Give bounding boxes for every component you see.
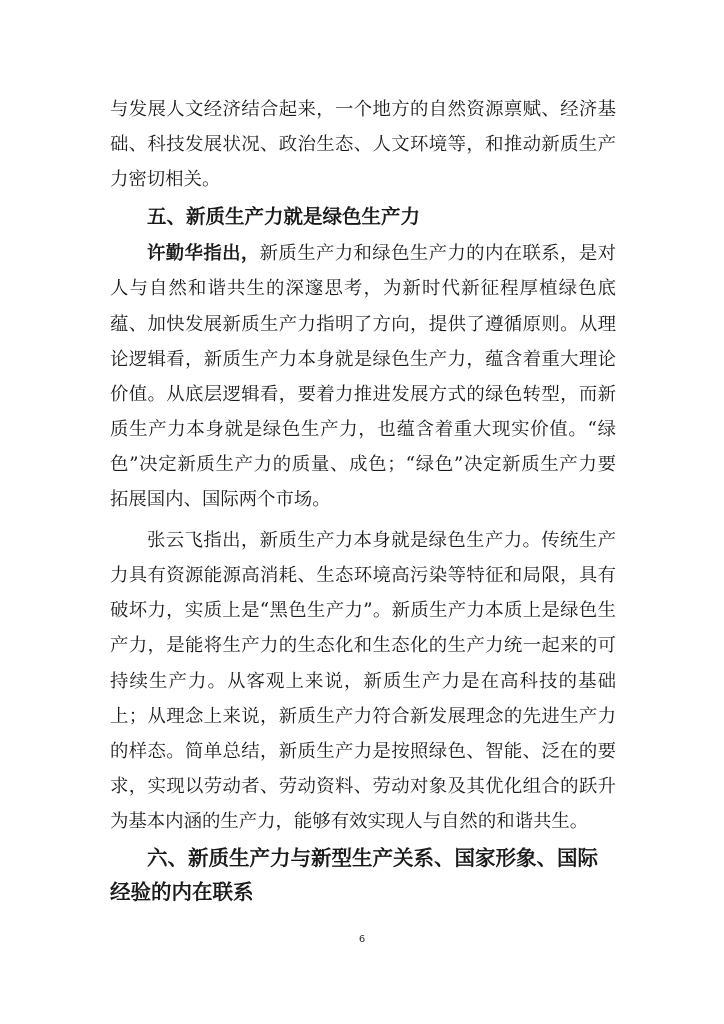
page-number: 6: [358, 934, 366, 945]
section-6-heading: 六、新质生产力与新型生产关系、国家形象、国际经验的内在联系: [110, 845, 598, 904]
paragraph-body: 新质生产力和绿色生产力的内在联系，是对人与自然和谐共生的深邃思考，为新时代新征程厚植绿色底蕴、加快发展新质生产力指明了方向，提供了遵循原则。从理论逻辑看，新质生产力本身就是绿色生产力，蕴含着重大理论价值。从底层逻辑看，要着力推进发展方式的绿色转型，而新质生产力本身就是绿色生产力，也蕴含着重大现实价值。“绿色”决定新质生产力的质量、成色；“绿色”决定新质生产力要拓展国内、国际两个市场。: [110, 243, 616, 511]
section-5-paragraph-1: [110, 236, 616, 517]
continued-paragraph: 与发展人文经济结合起来，一个地方的自然资源禀赋、经济基础、科技发展状况、政治生态、人文环境等，和推动新质生产力密切相关。: [110, 99, 616, 191]
section-5-heading: 五、新质生产力就是绿色生产力: [147, 205, 421, 229]
section-5-paragraph-2: [110, 523, 616, 839]
author-name-xu-qinhua: 许勤华指出，: [147, 243, 260, 265]
document-page: [110, 92, 616, 909]
paragraph-body: 指出，新质生产力本身就是绿色生产力。传统生产力具有资源能源高消耗、生态环境高污染等特征和局限，具有破坏力，实质上是“黑色生产力”。新质生产力本质上是绿色生产力，是能将生产力的生态化和生态化的生产力统一起来的可持续生产力。从客观上来说，新质生产力是在高科技的基础上；从理念上来说，新质生产力符合新发展理念的先进生产力的样态。简单总结，新质生产力是按照绿色、智能、泛在的要求，实现以劳动者、劳动资料、劳动对象及其优化组合的跃升为基本内涵的生产力，能够有效实现人与自然的和谐共生。: [110, 530, 616, 832]
author-name-zhang-yunfei: 张云飞: [147, 530, 204, 552]
